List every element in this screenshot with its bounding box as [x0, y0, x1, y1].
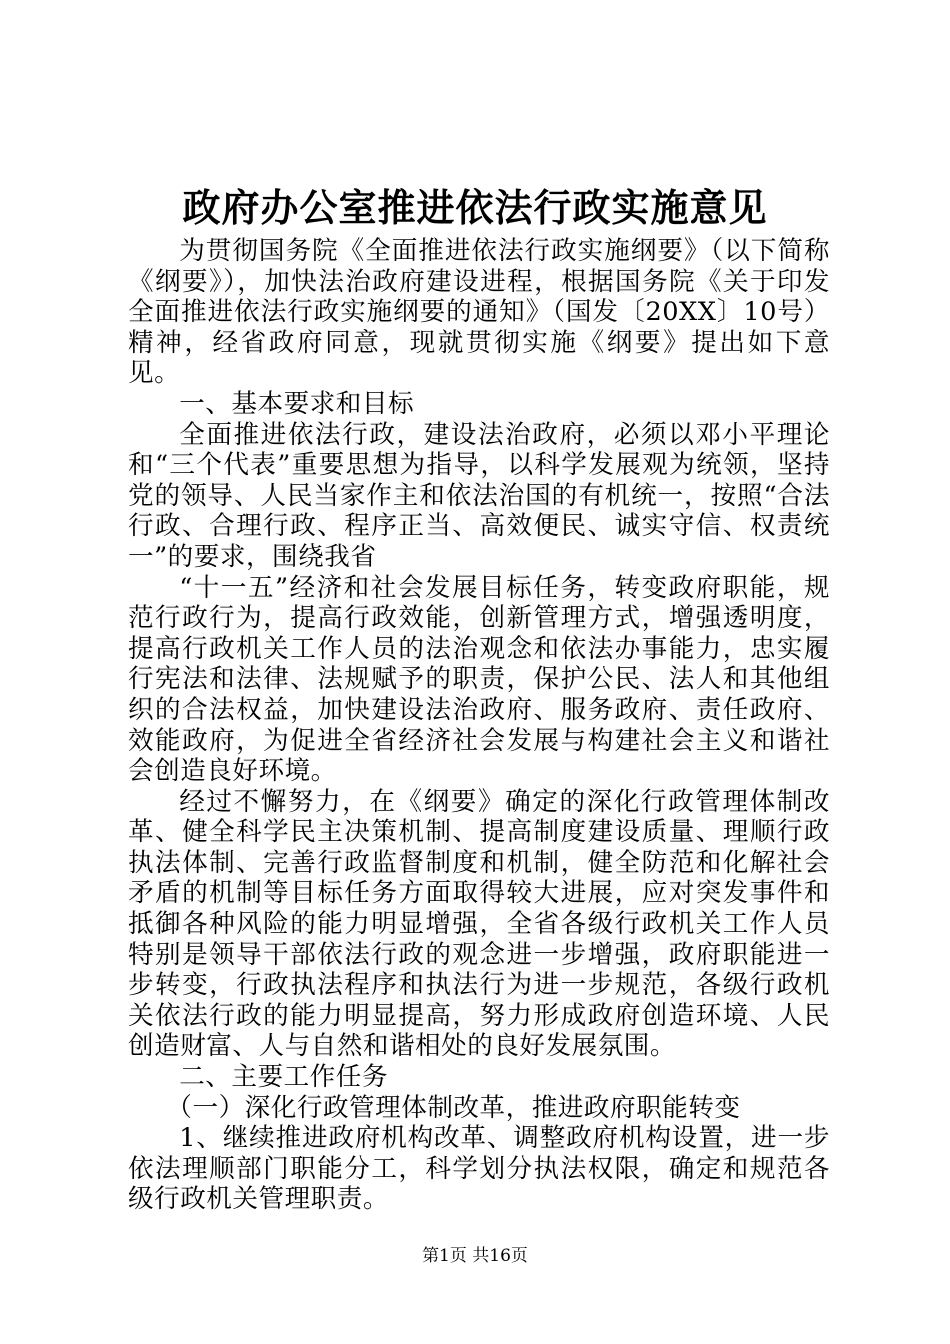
intro-paragraph: 为贯彻国务院《全面推进依法行政实施纲要》（以下简称《纲要》），加快法治政府建设进程，根据国务院《关于印发全面推进依法行政实施纲要的通知》（国发〔20XX〕10号）精神，经省政府同意，现就贯彻实施《纲要》提出如下意见。 [128, 236, 830, 389]
body-paragraph: 全面推进依法行政，建设法治政府，必须以邓小平理论和“三个代表”重要思想为指导，以科学发展观为统领，坚持党的领导、人民当家作主和依法治国的有机统一，按照“合法行政、合理行政、程序正当、高效便民、诚实守信、权责统一”的要求，围绕我省 [128, 419, 830, 572]
body-paragraph: 经过不懈努力，在《纲要》确定的深化行政管理体制改革、健全科学民主决策机制、提高制度建设质量、理顺行政执法体制、完善行政监督制度和机制，健全防范和化解社会矛盾的机制等目标任务方面取得较大进展，应对突发事件和抵御各种风险的能力明显增强，全省各级行政机关工作人员特别是领导干部依法行政的观念进一步增强，政府职能进一步转变，行政执法程序和执法行为进一步规范，各级行政机关依法行政的能力明显提高，努力形成政府创造环境、人民创造财富、人与自然和谐相处的良好发展氛围。 [128, 786, 830, 1062]
document-title: 政府办公室推进依法行政实施意见 [182, 185, 768, 230]
body-paragraph: 1、继续推进政府机构改革、调整政府机构设置，进一步依法理顺部门职能分工，科学划分执法权限，确定和规范各级行政机关管理职责。 [128, 1123, 830, 1215]
subsection-heading: （一）深化行政管理体制改革，推进政府职能转变 [166, 1092, 741, 1123]
section-heading-2: 二、主要工作任务 [179, 1062, 388, 1093]
page-footer: 第1页 共16页 [422, 1246, 528, 1266]
section-heading-1: 一、基本要求和目标 [179, 388, 415, 419]
body-paragraph: “十一五”经济和社会发展目标任务，转变政府职能，规范行政行为，提高行政效能，创新管理方式，增强透明度，提高行政机关工作人员的法治观念和依法办事能力，忠实履行宪法和法律、法规赋予的职责，保护公民、法人和其他组织的合法权益，加快建设法治政府、服务政府、责任政府、效能政府，为促进全省经济社会发展与构建社会主义和谐社会创造良好环境。 [128, 572, 830, 787]
document-body [128, 236, 830, 1215]
